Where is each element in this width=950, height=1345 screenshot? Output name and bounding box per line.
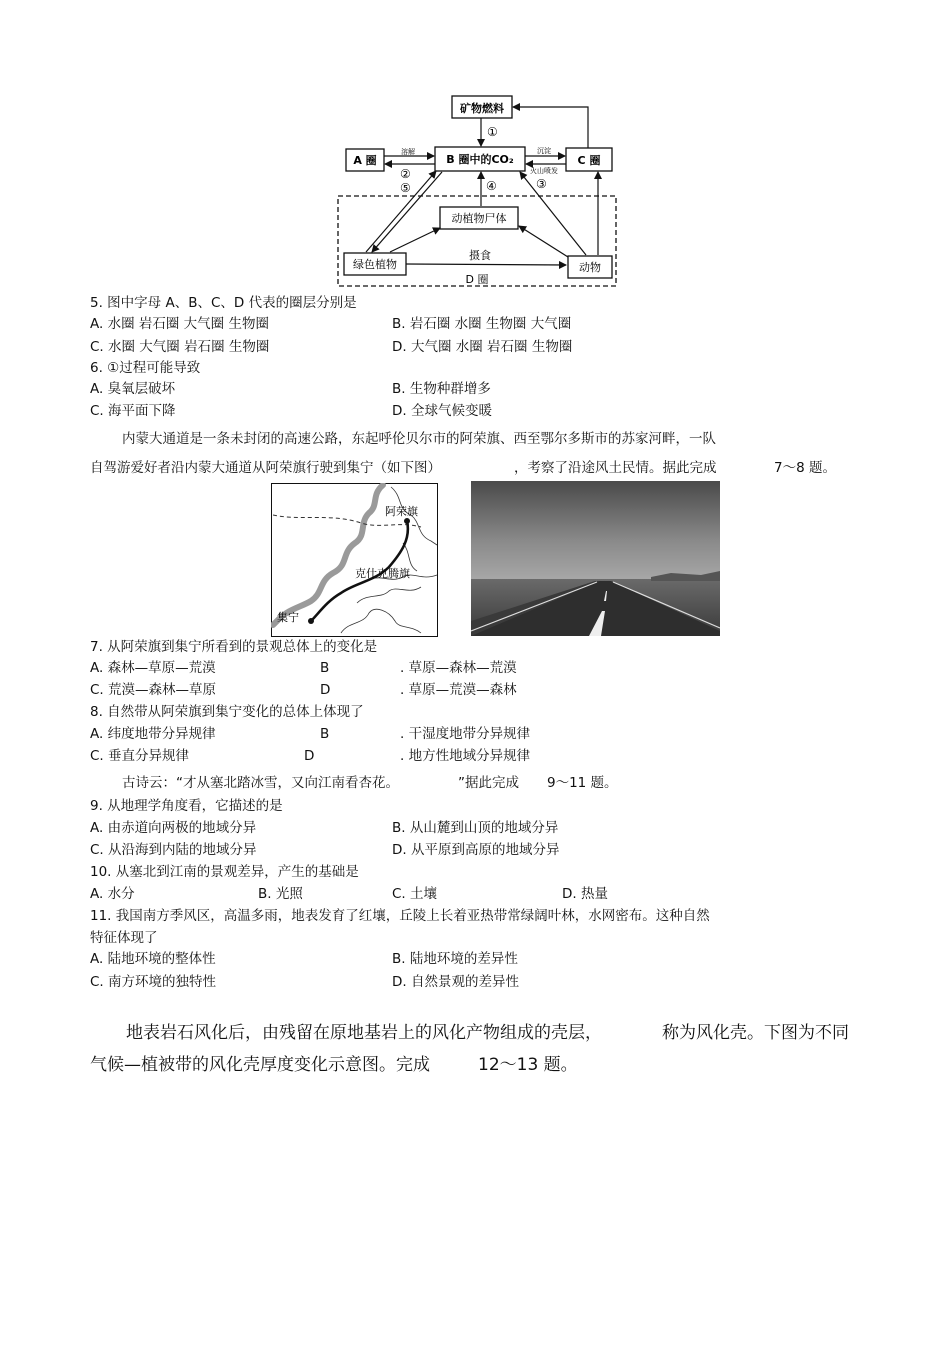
q7-option-b-letter: B [320,660,330,676]
arrow-feeding [406,264,566,265]
q6-option-d: D. 全球气候变暖 [392,403,492,419]
q10-option-a: A. 水分 [90,886,135,902]
q10-option-d: D. 热量 [562,886,608,902]
q5-stem: 5. 图中字母 A、B、C、D 代表的圈层分别是 [90,295,357,311]
passage78-line2b: ，考察了沿途风土民情。据此完成 [514,460,717,476]
arong-dot [404,518,410,524]
q9-stem: 9. 从地理学角度看，它描述的是 [90,798,283,814]
q8-option-d-text: . 地方性地域分异规律 [400,748,531,764]
q11-option-b: B. 陆地环境的差异性 [392,951,518,967]
q8-option-c: C. 垂直分异规律 [90,748,190,764]
q8-option-b-text: . 干湿度地带分异规律 [400,726,531,742]
poem-text-c: 9～11 题。 [547,775,618,791]
q5-option-a: A. 水圈 岩石圈 大气圈 生物圈 [90,316,269,332]
keshi-label: 克什克腾旗 [355,567,410,580]
poem-text-a: 古诗云：“才从塞北踏冰雪，又向江南看杏花。 [122,775,399,791]
remains-label: 动植物尸体 [451,212,507,225]
arrow-c-to-fuel [513,107,588,148]
road-photo [471,481,720,636]
d-sphere-label: D 圈 [465,273,489,286]
arrow-plants-to-remains [390,228,440,252]
passage1213-line1a: 地表岩石风化后，由残留在原地基岩上的风化产物组成的壳层， [126,1023,602,1043]
passage78-line1: 内蒙大通道是一条未封闭的高速公路，东起呼伦贝尔市的阿荣旗、西至鄂尔多斯市的苏家河畔，一队 [122,431,716,447]
dissolve-label: 溶解 [401,148,415,156]
q11-stem-line2: 特征体现了 [90,930,158,946]
passage78-line2a: 自驾游爱好者沿内蒙大通道从阿荣旗行驶到集宁（如下图） [90,460,441,476]
jining-label: 集宁 [277,611,299,624]
a-sphere-label: A 圈 [353,154,377,167]
q11-option-c: C. 南方环境的独特性 [90,974,217,990]
q11-option-a: A. 陆地环境的整体性 [90,951,216,967]
q11-stem-line1: 11. 我国南方季风区，高温多雨，地表发育了红壤，丘陵上长着亚热带常绿阔叶林，水网密布。这种自然 [90,908,710,924]
passage1213-line2b: 12～13 题。 [478,1055,578,1075]
q11-option-d: D. 自然景观的差异性 [392,974,519,990]
circle-4-label: ④ [486,179,497,193]
circle-1-label: ① [487,125,498,139]
q5-option-b: B. 岩石圈 水圈 生物圈 大气圈 [392,316,572,332]
q10-stem: 10. 从塞北到江南的景观差异，产生的基础是 [90,864,359,880]
q9-option-c: C. 从沿海到内陆的地域分异 [90,842,257,858]
circle-3-label: ③ [536,177,547,191]
volcano-label: 火山喷发 [530,167,558,175]
q9-option-a: A. 由赤道向两极的地域分异 [90,820,257,836]
q8-option-b-letter: B [320,726,330,742]
b-sphere-label: B 圈中的CO₂ [446,153,514,166]
arong-label: 阿荣旗 [385,505,418,518]
arrow-animals-to-b [520,172,586,255]
deposit-label: 沉淀 [537,147,551,155]
q6-option-b: B. 生物种群增多 [392,381,491,397]
q6-stem: 6. ①过程可能导致 [90,360,201,376]
route-map [271,483,438,637]
q8-stem: 8. 自然带从阿荣旗到集宁变化的总体上体现了 [90,704,364,720]
passage78-line2c: 7～8 题。 [774,460,836,476]
feeding-label: 摄食 [469,249,491,262]
circle-5-label: ⑤ [400,181,411,195]
q7-option-c: C. 荒漠—森林—草原 [90,682,217,698]
q7-stem: 7. 从阿荣旗到集宁所看到的景观总体上的变化是 [90,639,378,655]
q5-option-d: D. 大气圈 水圈 岩石圈 生物圈 [392,339,573,355]
q10-option-b: B. 光照 [258,886,303,902]
c-sphere-label: C 圈 [577,154,601,167]
q6-option-c: C. 海平面下降 [90,403,176,419]
arrow-animals-to-remains [519,226,568,257]
q8-option-d-letter: D [304,748,315,764]
q9-option-d: D. 从平原到高原的地域分异 [392,842,560,858]
passage1213-line2a: 气候—植被带的风化壳厚度变化示意图。完成 [90,1055,430,1075]
jining-dot [308,618,314,624]
q7-option-d-letter: D [320,682,331,698]
q7-option-d-text: . 草原—荒漠—森林 [400,682,517,698]
q7-option-b-text: . 草原—森林—荒漠 [400,660,517,676]
passage1213-line1b: 称为风化壳。下图为不同 [662,1023,849,1043]
q7-option-a: A. 森林—草原—荒漠 [90,660,216,676]
mineral-fuel-label: 矿物燃料 [460,102,504,115]
q6-option-a: A. 臭氧层破坏 [90,381,176,397]
q10-option-c: C. 土壤 [392,886,438,902]
q9-option-b: B. 从山麓到山顶的地域分异 [392,820,559,836]
carbon-cycle-diagram [330,92,630,292]
poem-text-b: ”据此完成 [458,775,519,791]
q5-option-c: C. 水圈 大气圈 岩石圈 生物圈 [90,339,270,355]
circle-2-label: ② [400,167,411,181]
q8-option-a: A. 纬度地带分异规律 [90,726,216,742]
animals-label: 动物 [579,261,601,274]
green-plants-label: 绿色植物 [353,258,397,271]
